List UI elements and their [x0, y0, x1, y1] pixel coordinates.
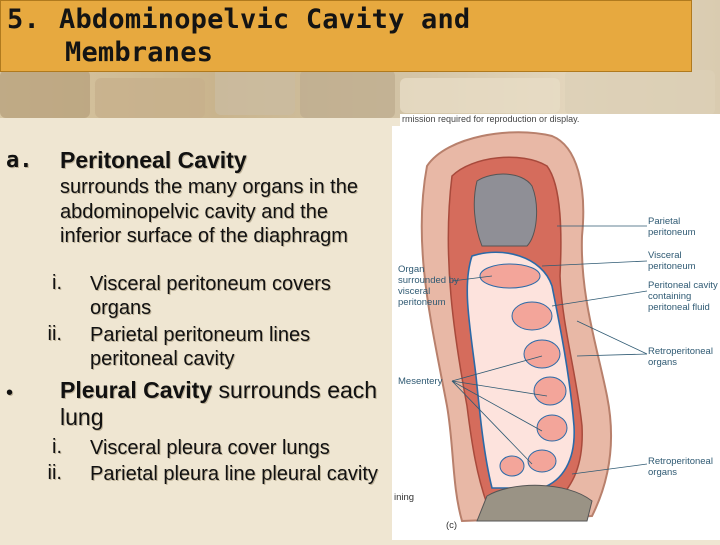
sketch-image [95, 78, 205, 118]
label-parietal-peritoneum: Parietal peritoneum [648, 216, 696, 238]
organ [528, 450, 556, 472]
sketch-image [300, 70, 395, 118]
anatomy-figure [392, 126, 720, 540]
title-line-2: Membranes [65, 37, 214, 68]
list-item: Visceral pleura cover lungs [90, 437, 330, 459]
sketch-image [565, 70, 715, 115]
list-item: Parietal pleura line pleural cavity [90, 463, 378, 485]
label-peritoneal-cavity: Peritoneal cavity containing peritoneal fluid [648, 280, 718, 313]
sketch-image [400, 78, 560, 113]
label-mesentery: Mesentery [398, 376, 443, 387]
item-numeral: i. [52, 436, 62, 458]
sketch-image [0, 70, 90, 118]
list-item: Visceral peritoneum covers organs [90, 273, 331, 319]
label-panel: (c) [446, 520, 458, 531]
lung-region [474, 174, 536, 246]
section-a-heading: Peritoneal Cavity [60, 147, 247, 173]
section-a-marker: a. [6, 148, 33, 173]
section-a-description: surrounds the many organs in the abdominopelvic cavity and the inferior surface of the diaphragm [60, 176, 358, 247]
organ [534, 377, 566, 405]
item-numeral: i. [52, 272, 62, 294]
bullet-marker: • [6, 382, 14, 404]
item-numeral: ii. [47, 323, 62, 345]
label-visceral-peritoneum: Visceral peritoneum [648, 250, 696, 272]
title-line-1: Abdominopelvic Cavity and [59, 4, 471, 35]
organ [537, 415, 567, 441]
organ [512, 302, 552, 330]
label-retroperitoneal-organs: Retroperitoneal organs [648, 346, 713, 368]
label-retroperitoneal-organs-lower: Retroperitoneal organs [648, 456, 713, 478]
organ [524, 340, 560, 368]
section-b-heading-bold: Pleural Cavity [60, 377, 213, 403]
organ [500, 456, 524, 476]
permission-note: rmission required for reproduction or display. [400, 114, 720, 126]
title-bar [0, 0, 692, 72]
slide-title [7, 3, 470, 69]
label-organ-surrounded: Organ surrounded by visceral peritoneum [398, 264, 459, 308]
sketch-image [215, 65, 295, 115]
section-b-heading [60, 377, 390, 431]
cut-caption-text: ining [394, 492, 415, 503]
title-number: 5. [7, 4, 40, 35]
section-b-heading-rest: surrounds each lung [60, 377, 378, 430]
list-item: Parietal peritoneum lines peritoneal cavity [90, 324, 311, 370]
item-numeral: ii. [47, 462, 62, 484]
